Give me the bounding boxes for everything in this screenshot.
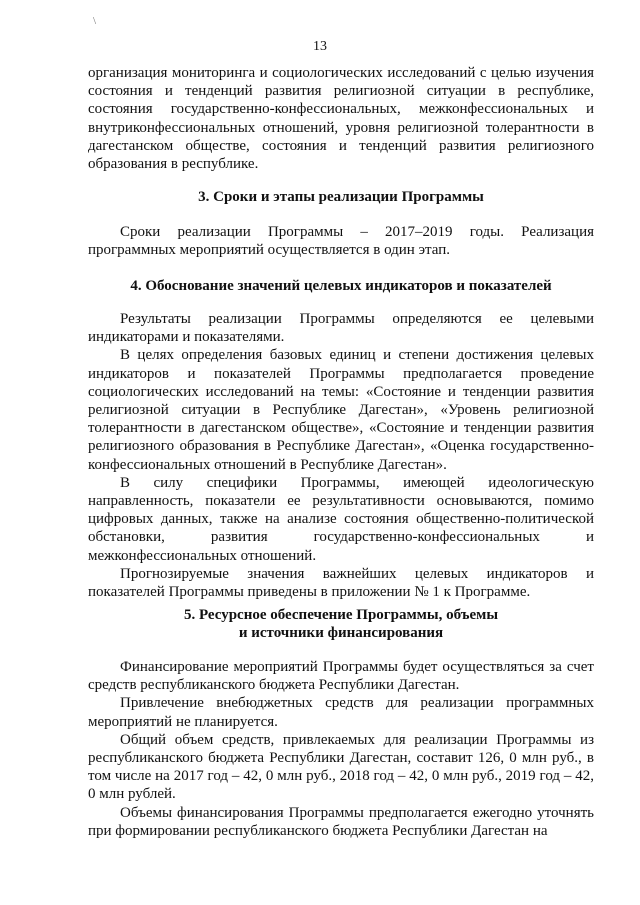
section-5-paragraph-2: Привлечение внебюджетных средств для реализации программных мероприятий не планируется.	[88, 695, 594, 730]
intro-paragraph: организация мониторинга и социологических исследований с целью изучения состояния и тенденций развития религиозной ситуации в республике, состояния государственно-конфессиональных, межконфессиональных и внутриконфессиональных отношений, уровня религиозной толерантности в дагестанском обществе, состояния и тенденций развития религиозного образования в республике.	[88, 65, 594, 173]
section-3-paragraph: Сроки реализации Программы – 2017–2019 годы. Реализация программных мероприятий осуществляется в один этап.	[88, 224, 594, 259]
section-4-paragraph-2: В целях определения базовых единиц и степени достижения целевых индикаторов и показателей Программы предполагается проведение социологических исследований на темы: «Состояние и тенденции развития религиозной ситуации в Республике Дагестан», «Уровень религиозной толерантности в дагестанском обществе», «Состояние и тенденции развития религиозного образования в Республике Дагестан», «Оценка государственно-конфессиональных отношений в Республике Дагестан».	[88, 347, 594, 473]
section-5-heading-line-1: 5. Ресурсное обеспечение Программы, объемы	[183, 607, 499, 623]
intro-block	[88, 64, 594, 173]
section-4-heading: 4. Обоснование значений целевых индикаторов и показателей	[130, 278, 552, 294]
section-4-paragraph-3: В силу специфики Программы, имеющей идеологическую направленность, показатели ее результативности основываются, помимо цифровых данных, также на анализе состояния общественно-политической обстановки, развития государственно-конфессиональных и межконфессиональных отношений.	[88, 474, 594, 564]
section-4-paragraph-4: Прогнозируемые значения важнейших целевых индикаторов и показателей Программы приведены в приложении № 1 к Программе.	[88, 565, 594, 601]
section-5-paragraph-3: Общий объем средств, привлекаемых для реализации Программы из республиканского бюджета Республики Дагестан, составит 126, 0 млн руб., в том числе на 2017 год – 42, 0 млн руб., 2018 год – 42, 0 млн руб., 2019 год – 42, 0 млн рублей.	[88, 731, 594, 803]
section-5-paragraph-4: Объемы финансирования Программы предполагается ежегодно уточнять при формировании республиканского бюджета Республики Дагестан на	[88, 804, 594, 839]
section-4-paragraph-1: Результаты реализации Программы определяются ее целевыми индикаторами и показателями.	[88, 311, 594, 346]
page-number: 13	[313, 39, 327, 54]
section-5-heading	[88, 606, 594, 642]
section-5-paragraph-1: Финансирование мероприятий Программы будет осуществляться за счет средств республиканского бюджета Республики Дагестан.	[88, 659, 594, 694]
scan-tick-mark: \	[93, 15, 97, 27]
section-5-body	[88, 658, 594, 840]
section-5-heading-line-2: и источники финансирования	[238, 625, 444, 642]
section-3-heading: 3. Сроки и этапы реализации Программы	[198, 189, 484, 205]
section-4-body	[88, 310, 594, 601]
section-3-body	[88, 223, 594, 259]
